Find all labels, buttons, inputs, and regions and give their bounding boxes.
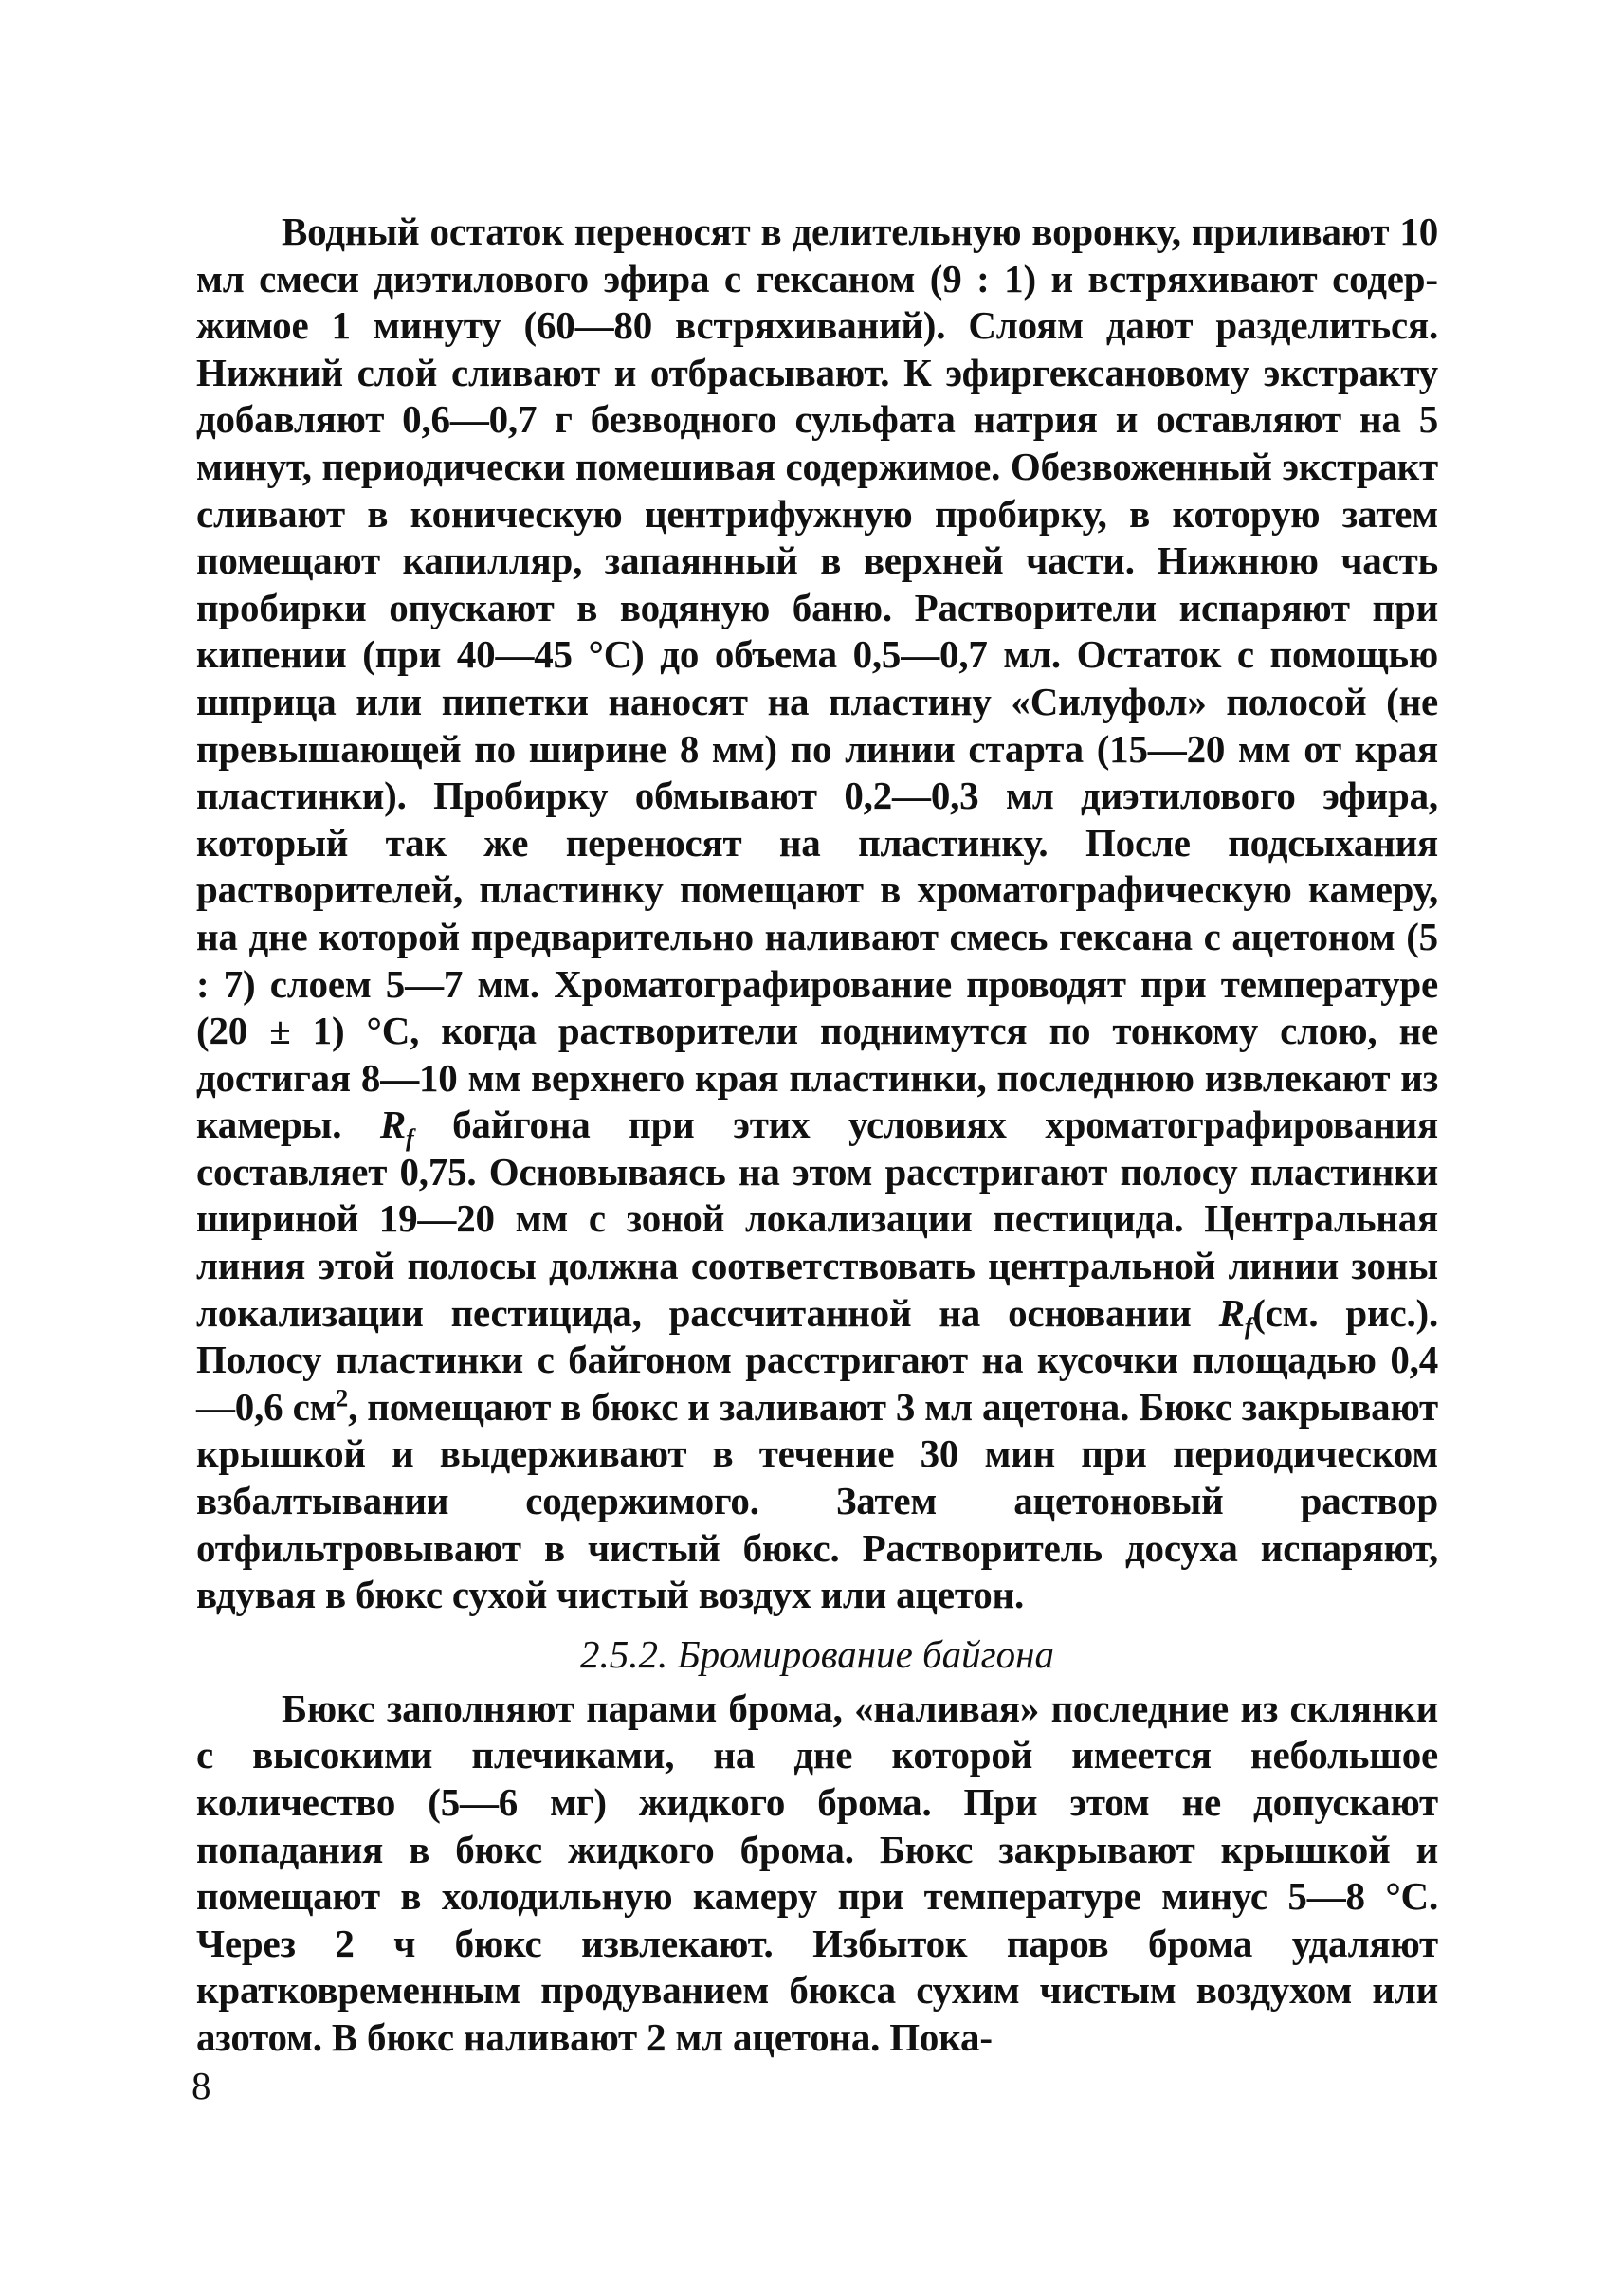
rf-subscript: f: [406, 1124, 414, 1153]
area-superscript: 2: [336, 1384, 349, 1412]
paragraph-bromination: Бюкс заполняют парами брома, «наливая» последние из склянки с высокими плечиками, на дне которой имеется небольшое количество (5—6 мг) жидкого брома. При этом не допускают попадания в бюкс жидкого брома. Бюкс закрывают крышкой и помещают в холодильную камеру при температуре минус 5—8 °С. Через 2 ч бюкс извлекают. Избыток паров брома удаляют кратковременным продуванием бюкса сухим чистым воздухом или азотом. В бюкс наливают 2 мл ацетона. Пока-: [196, 1686, 1438, 2059]
rf-subscript: f: [1244, 1312, 1253, 1340]
rf-symbol: R: [1218, 1290, 1245, 1335]
rf-symbol: R: [379, 1102, 407, 1147]
text-block: [196, 209, 1438, 2062]
paragraph-1-part-d: , помещают в бюкс и заливают 3 мл ацетона. Бюкс закрывают крышкой и выдерживают в течение 30 мин при периодическом взбалтывании содержимого. Затем ацетоновый раствор отфильтровывают в чистый бюкс. Растворитель досуха испаряют, вдувая в бюкс сухой чистый воздух или ацетон.: [196, 1384, 1438, 1617]
paragraph-1-part-c: (см. рис.). Полосу пластинки с байгоном расстригают на кусочки площадью 0,4—0,6 см: [196, 1290, 1438, 1429]
page-number: 8: [191, 2064, 211, 2107]
paragraph-1-part-a: Водный остаток переносят в делительную воронку, приливают 10 мл смеси диэтилового эфира с гексаном (9 : 1) и встряхивают содержимое 1 минуту (60—80 встряхиваний). Слоям дают разделиться. Нижний слой сливают и отбрасывают. К эфиргексановому экстракту добавляют 0,6—0,7 г безводного сульфата натрия и оставляют на 5 минут, периодически помешивая содержимое. Обезвоженный экстракт сливают в коническую центрифужную пробирку, в которую затем помещают капилляр, запаянный в верхней части. Нижнюю часть пробирки опускают в водяную баню. Растворители испаряют при кипении (при 40—45 °С) до объема 0,5—0,7 мл. Остаток с помощью шприца или пипетки наносят на пластину «Силуфол» полосой (не превышающей по ширине 8 мм) по линии старта (15—20 мм от края пластинки). Пробирку обмывают 0,2—0,3 мл диэтилового эфира, который так же переносят на пластинку. После подсыхания растворителей, пластинку помещают в хроматографическую камеру, на дне которой предварительно наливают смесь гексана с ацетоном (5 : 7) слоем 5—7 мм. Хроматографирование проводят при температуре (20 ± 1) °С, когда растворители поднимутся по тонкому слою, не достигая 8—10 мм верхнего края пластинки, последнюю извлекают из камеры.: [196, 210, 1438, 1147]
paragraph-1-part-b: байгона при этих условиях хроматографирования составляет 0,75. Основываясь на этом расстригают полосу пластинки шириной 19—20 мм с зоной локализации пестицида. Центральная линия этой полосы должна соответствовать центральной линии зоны локализации пестицида, рассчитанной на основании: [196, 1102, 1438, 1335]
paragraph-sample-preparation: [196, 209, 1438, 1619]
section-heading: 2.5.2. Бромирование байгона: [579, 1631, 1055, 1676]
